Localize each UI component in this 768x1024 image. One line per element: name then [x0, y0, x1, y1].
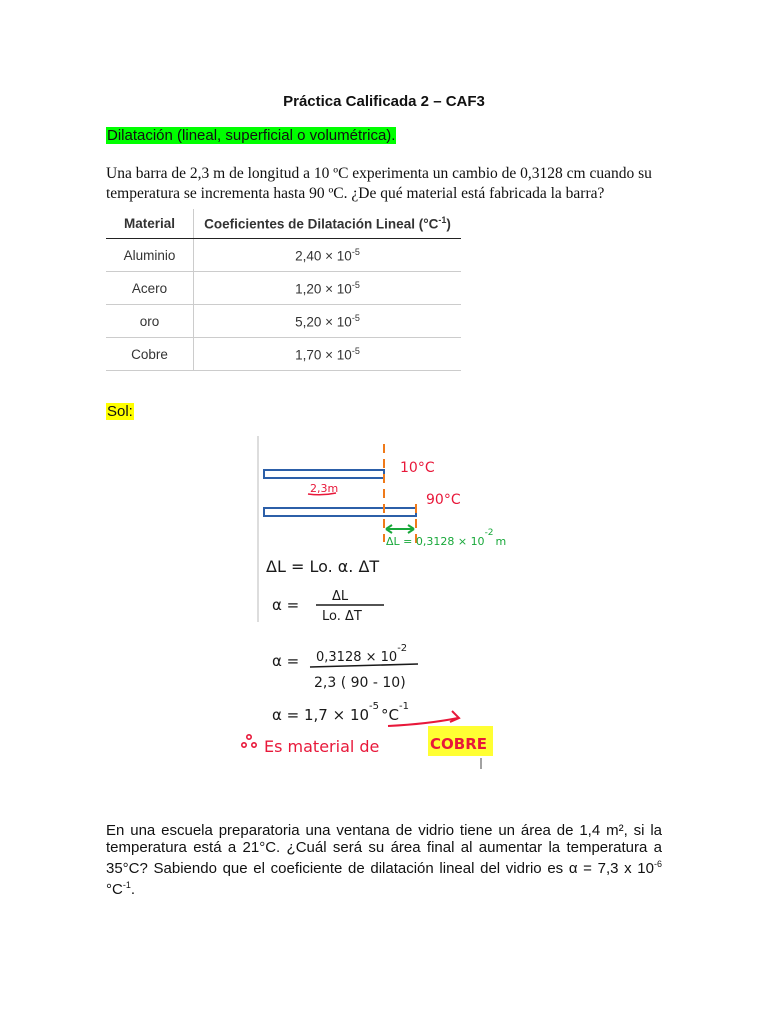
conclusion-text: Es material de — [264, 737, 380, 756]
table-header-row — [106, 209, 461, 239]
section-heading-text: Dilatación (lineal, superficial o volumétrica). — [107, 127, 396, 144]
table-row — [106, 272, 461, 305]
substitution-numerator: $0,3128 \times 10^{-2}$ — [316, 643, 408, 665]
substitution-alpha-label: α = — [272, 652, 300, 670]
page-title: Práctica Calificada 2 – CAF3 — [283, 93, 485, 110]
table-row — [106, 305, 461, 338]
table-row — [106, 338, 461, 371]
coefficient-table — [106, 209, 461, 371]
table-header-coefficient: Coeficientes de Dilatación Lineal $(^\circ C^{-1})$ — [194, 209, 462, 239]
result-equation: $\alpha = 1,7 \times 10^{-5}$ $^\circ C^{-1}$ — [272, 701, 409, 724]
handwritten-solution — [240, 432, 520, 772]
delta-l-label: $\Delta L = 0,3128 \times 10^{-2}m$ — [386, 528, 507, 548]
therefore-dot — [247, 735, 251, 739]
equation-alpha-numerator: ΔL — [332, 589, 349, 604]
table-cell-coefficient: $1,20 \times 10^{-5}$ — [194, 272, 462, 305]
equation-expansion: ΔL = Lo. α. ΔT — [266, 557, 380, 576]
table-cell-material: Cobre — [106, 338, 194, 371]
solution-label-text: Sol: — [107, 403, 133, 420]
table-cell-coefficient: $2,40 \times 10^{-5}$ — [194, 239, 462, 272]
table-header-material: Material — [106, 209, 194, 239]
table-cell-material: Aluminio — [106, 239, 194, 272]
table-cell-coefficient: $1,70 \times 10^{-5}$ — [194, 338, 462, 371]
table-cell-material: Acero — [106, 272, 194, 305]
substitution-denominator: 2,3 ( 90 - 10) — [314, 675, 406, 691]
problem-2-statement: En una escuela preparatoria una ventana de vidrio tiene un área de 1,4 m², si la temperatura está a 21°C. ¿Cuál será su área final al aumentar la temperatura a 35°C? Sabiendo que el coeficiente de dilatación lineal del vidrio es α = 7,3 x $10^{-6}$ $^\circ C^{-1}$. — [106, 822, 662, 898]
therefore-dot — [242, 743, 246, 747]
equation-alpha-label: α = — [272, 596, 300, 614]
temp-initial-label: 10°C — [400, 460, 435, 476]
bar-final — [264, 508, 416, 516]
solution-label — [106, 403, 134, 420]
problem-1-statement: Una barra de 2,3 m de longitud a 10 ºC experimenta un cambio de 0,3128 cm cuando su temperatura se incrementa hasta 90 ºC. ¿De qué material está fabricada la barra? — [106, 165, 652, 202]
table-cell-coefficient: $5,20 \times 10^{-5}$ — [194, 305, 462, 338]
section-heading — [106, 127, 396, 144]
therefore-dot — [252, 743, 256, 747]
bar-initial — [264, 470, 384, 478]
temp-final-label: 90°C — [426, 492, 461, 508]
answer-text: COBRE — [430, 735, 487, 753]
length-label: 2,3m — [310, 482, 339, 495]
table-row — [106, 239, 461, 272]
table-cell-material: oro — [106, 305, 194, 338]
equation-alpha-denominator: Lo. ΔT — [322, 609, 362, 624]
